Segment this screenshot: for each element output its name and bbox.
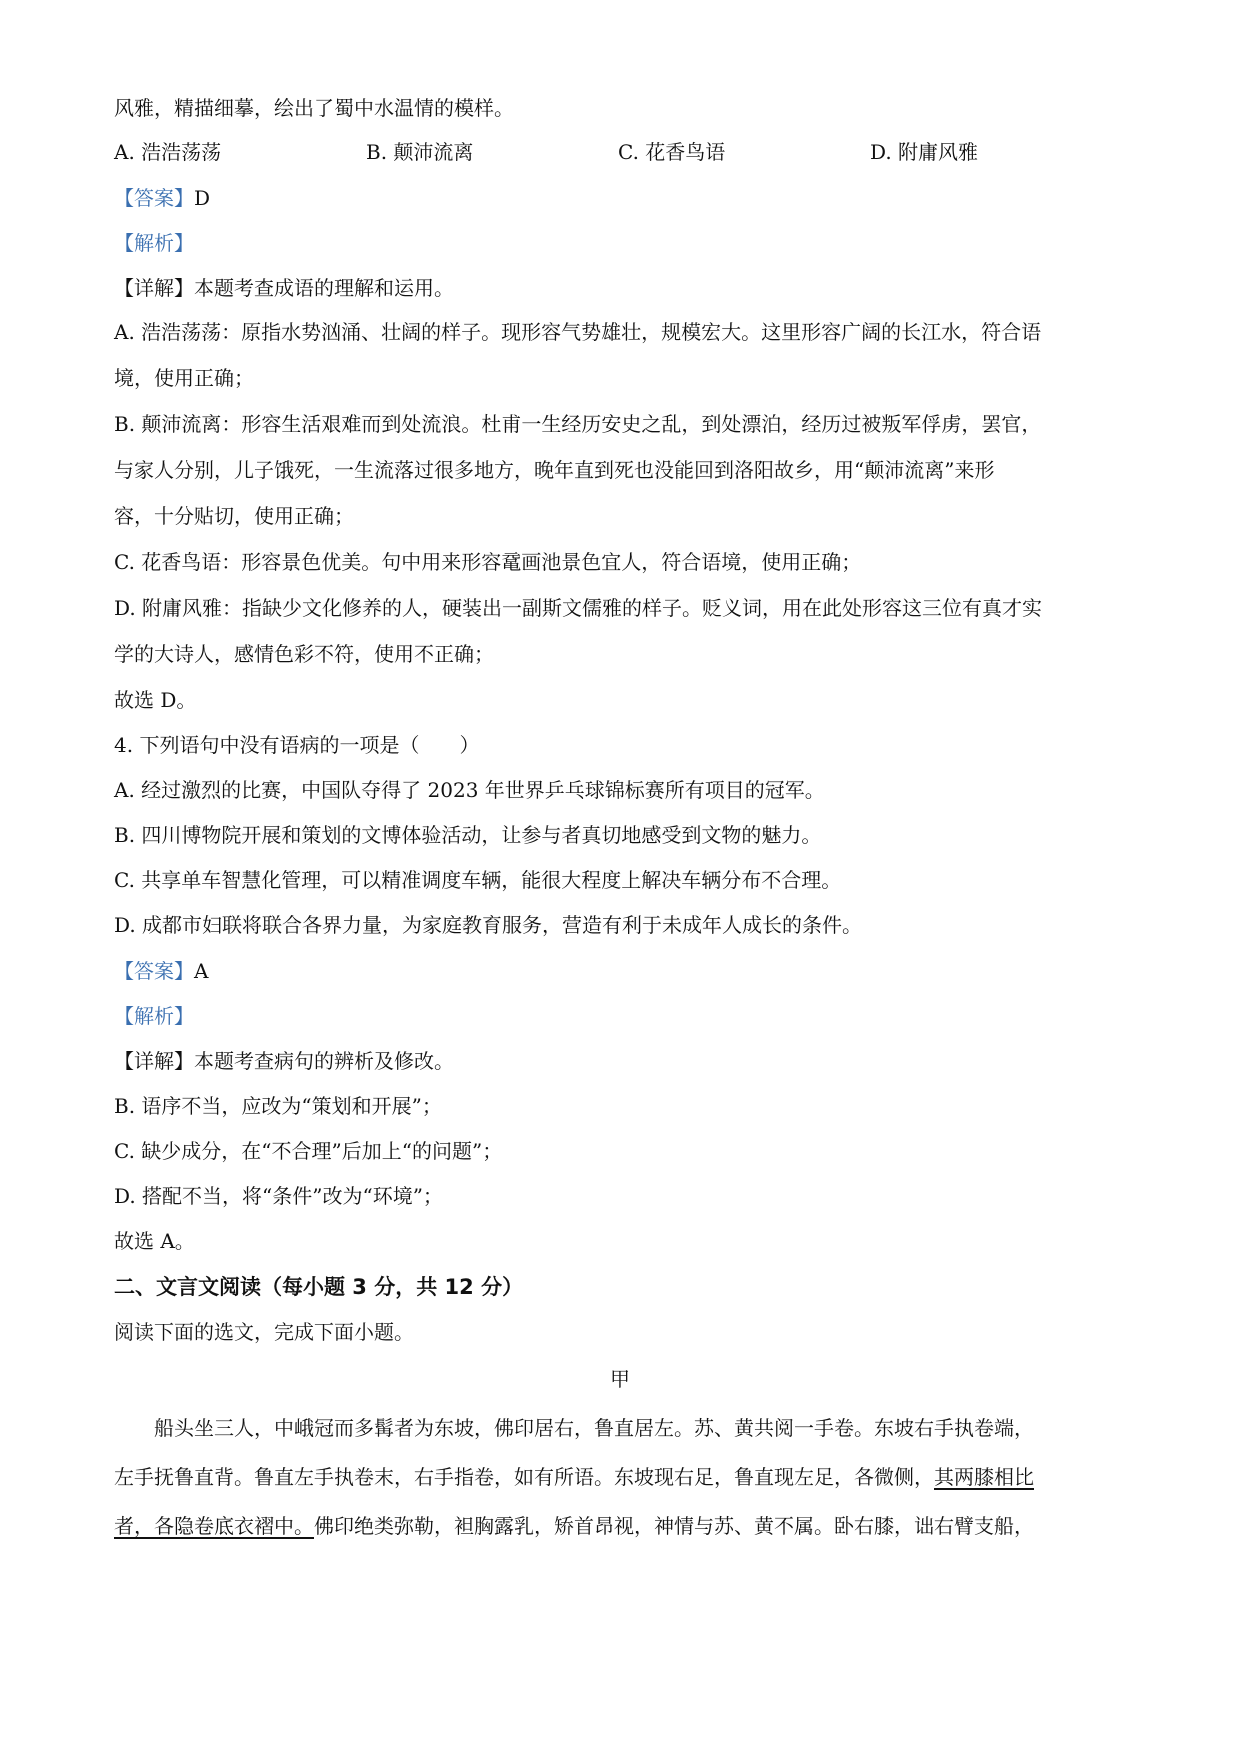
option-b: B. 颠沛流离 xyxy=(366,140,474,164)
passage-text: 左手抚鲁直背。鲁直左手执卷末，右手指卷，如有所语。东坡现右足，鲁直现左足，各微侧， xyxy=(114,1465,934,1489)
detail-line: 【详解】本题考查成语的理解和运用。 xyxy=(114,276,454,300)
answer-value: A xyxy=(194,959,209,983)
conclusion-line: 故选 D。 xyxy=(114,688,197,712)
text-line: 风雅，精描细摹，绘出了蜀中水温情的模样。 xyxy=(114,96,514,120)
answer-value: D xyxy=(194,186,211,210)
option-c: C. 花香鸟语 xyxy=(618,140,726,164)
explanation-b-line1: B. 颠沛流离：形容生活艰难而到处流浪。杜甫一生经历安史之乱，到处漂泊，经历过被叛军俘虏，罢官， xyxy=(114,412,1042,436)
instruction-line: 阅读下面的选文，完成下面小题。 xyxy=(114,1320,414,1344)
answer-label: 【答案】 xyxy=(114,959,194,983)
explanation-d-line2: 学的大诗人，感情色彩不符，使用不正确； xyxy=(114,642,494,666)
explanation-b-line3: 容，十分贴切，使用正确； xyxy=(114,504,354,528)
question-4-option-b: B. 四川博物院开展和策划的文博体验活动，让参与者真切地感受到文物的魅力。 xyxy=(114,823,822,847)
question-4-option-c: C. 共享单车智慧化管理，可以精准调度车辆，能很大程度上解决车辆分布不合理。 xyxy=(114,868,842,892)
analysis-label: 【解析】 xyxy=(114,231,194,255)
underlined-sentence: 其两膝相比 xyxy=(934,1465,1034,1489)
passage-line-3 xyxy=(114,1512,1034,1540)
passage-line-2 xyxy=(114,1463,1034,1491)
explanation-d: D. 搭配不当，将“条件”改为“环境”； xyxy=(114,1184,443,1208)
explanation-d-line1: D. 附庸风雅：指缺少文化修养的人，硬装出一副斯文儒雅的样子。贬义词，用在此处形容这三位有真才实 xyxy=(114,596,1043,620)
option-d: D. 附庸风雅 xyxy=(870,140,979,164)
explanation-a-line1: A. 浩浩荡荡：原指水势汹涌、壮阔的样子。现形容气势雄壮，规模宏大。这里形容广阔的长江水，符合语 xyxy=(114,320,1042,344)
answer-line xyxy=(114,957,208,985)
explanation-a-line2: 境，使用正确； xyxy=(114,366,254,390)
option-a: A. 浩浩荡荡 xyxy=(114,140,222,164)
question-4-stem: 4. 下列语句中没有语病的一项是（ ） xyxy=(114,733,480,757)
explanation-c-line1: C. 花香鸟语：形容景色优美。句中用来形容鼋画池景色宜人，符合语境，使用正确； xyxy=(114,550,862,574)
answer-line xyxy=(114,184,210,212)
analysis-label: 【解析】 xyxy=(114,1004,194,1028)
explanation-c: C. 缺少成分，在“不合理”后加上“的问题”； xyxy=(114,1139,503,1163)
passage-title: 甲 xyxy=(610,1367,630,1391)
explanation-b-line2: 与家人分别，儿子饿死，一生流落过很多地方，晚年直到死也没能回到洛阳故乡，用“颠沛流离”来形 xyxy=(114,458,995,482)
passage-text: 佛印绝类弥勒，袒胸露乳，矫首昂视，神情与苏、黄不属。卧右膝，诎右臂支船， xyxy=(314,1514,1034,1538)
question-4-option-a: A. 经过激烈的比赛，中国队夺得了 2023 年世界乒乓球锦标赛所有项目的冠军。 xyxy=(114,778,825,802)
conclusion-line: 故选 A。 xyxy=(114,1229,195,1253)
detail-line: 【详解】本题考查病句的辨析及修改。 xyxy=(114,1049,454,1073)
answer-label: 【答案】 xyxy=(114,186,194,210)
passage-line-1: 船头坐三人，中峨冠而多髯者为东坡，佛印居右，鲁直居左。苏、黄共阅一手卷。东坡右手执卷端， xyxy=(154,1416,1034,1440)
question-4-option-d: D. 成都市妇联将联合各界力量，为家庭教育服务，营造有利于未成年人成长的条件。 xyxy=(114,913,863,937)
explanation-b: B. 语序不当，应改为“策划和开展”； xyxy=(114,1094,442,1118)
underlined-sentence: 者，各隐卷底衣褶中。 xyxy=(114,1514,314,1538)
section-heading: 二、文言文阅读（每小题 3 分，共 12 分） xyxy=(114,1275,524,1299)
